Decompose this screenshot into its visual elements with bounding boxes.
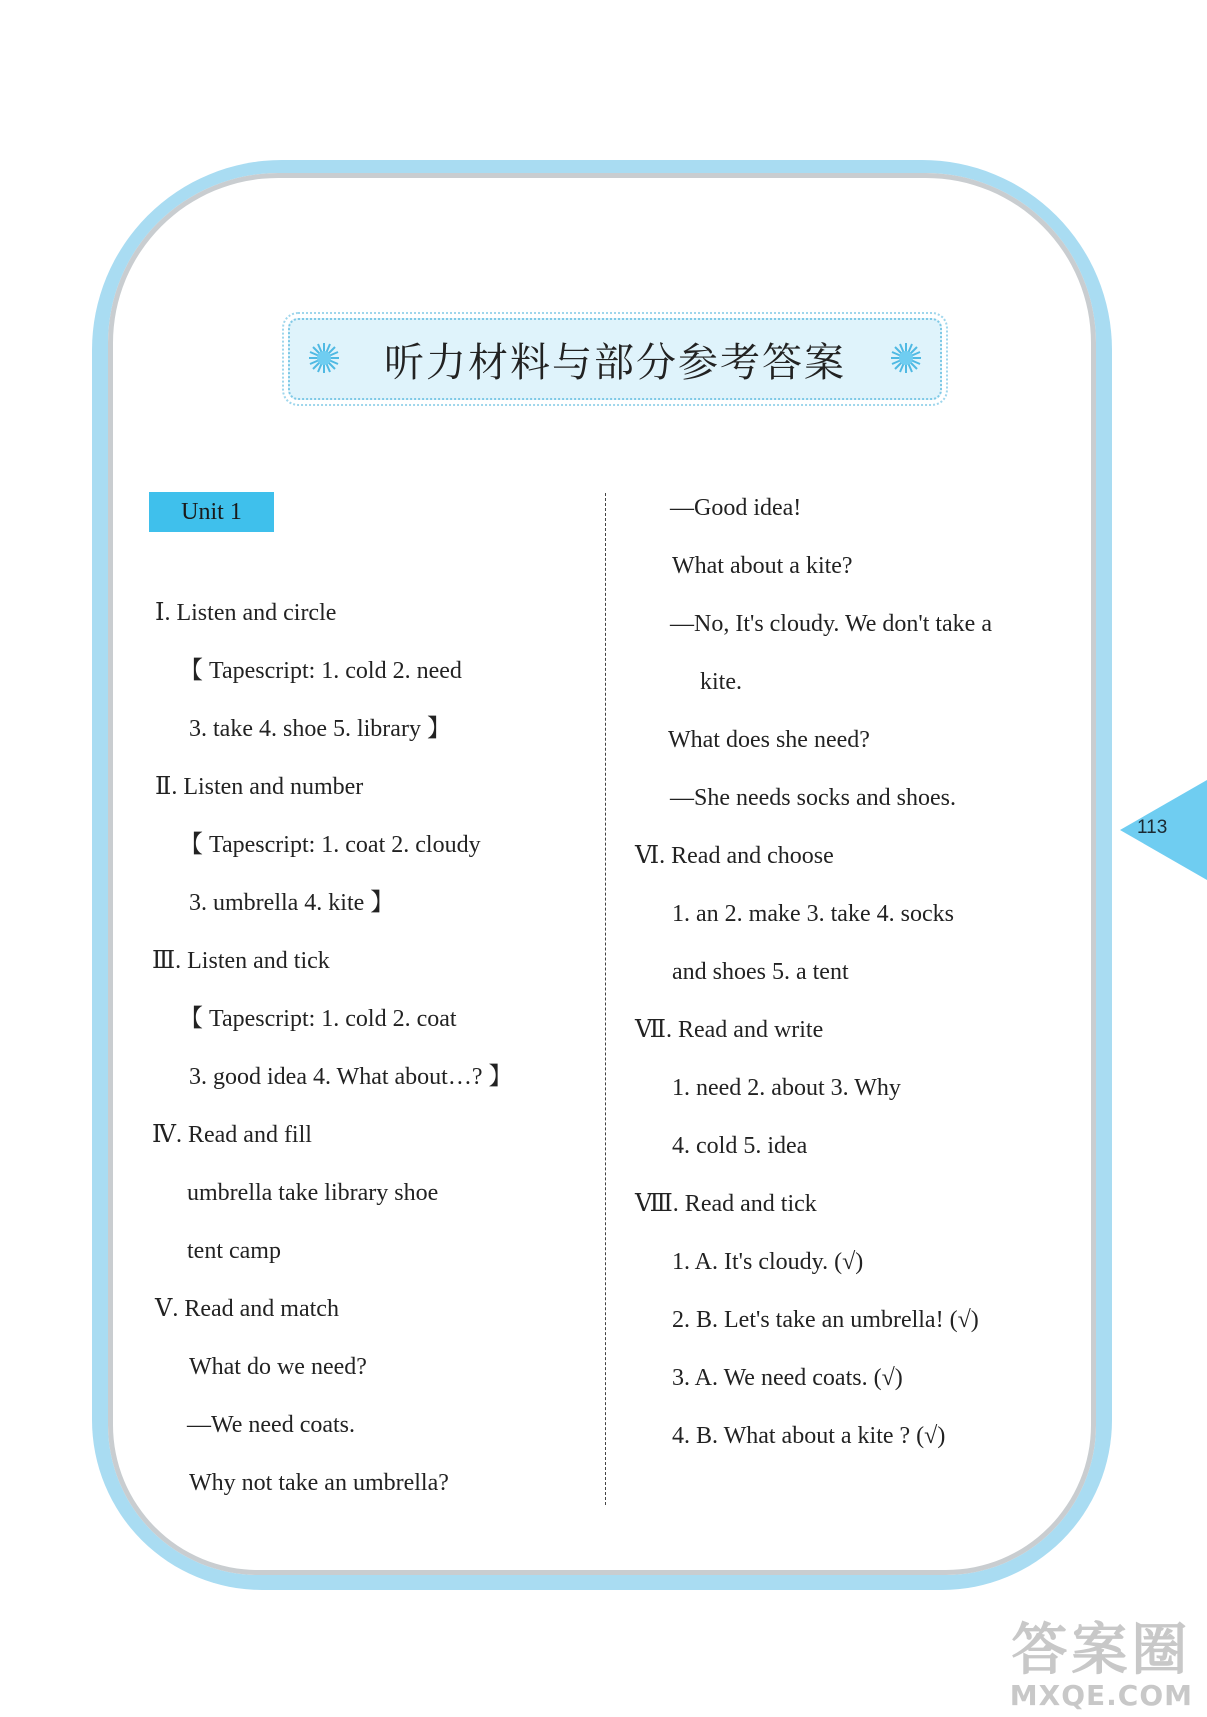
- answer-line: —She needs socks and shoes.: [670, 785, 956, 811]
- section-heading: Ⅳ. Read and fill: [152, 1122, 312, 1148]
- answer-line: —We need coats.: [187, 1412, 355, 1438]
- starburst-icon: [308, 342, 340, 374]
- answer-line: What about a kite?: [672, 553, 853, 579]
- title-banner: [288, 318, 942, 400]
- section-heading: Ⅲ. Listen and tick: [152, 948, 330, 974]
- answer-line: 【 Tapescript: 1. cold 2. need: [179, 658, 462, 684]
- answer-line: 3. take 4. shoe 5. library 】: [189, 716, 451, 742]
- answer-line: tent camp: [187, 1238, 281, 1264]
- column-divider: [605, 493, 606, 1505]
- answer-line: 【 Tapescript: 1. cold 2. coat: [179, 1006, 457, 1032]
- answer-line: and shoes 5. a tent: [672, 959, 849, 985]
- answer-line: 3. umbrella 4. kite 】: [189, 890, 395, 916]
- answer-line: 4. cold 5. idea: [672, 1133, 808, 1159]
- answer-line: What does she need?: [668, 727, 870, 753]
- watermark: [1009, 1618, 1193, 1712]
- page-number: 113: [1137, 817, 1168, 838]
- answer-line: 4. B. What about a kite ? (√): [672, 1423, 946, 1449]
- answer-line: 1. need 2. about 3. Why: [672, 1075, 901, 1101]
- section-heading: Ⅱ. Listen and number: [155, 774, 364, 800]
- answer-line: umbrella take library shoe: [187, 1180, 439, 1206]
- answer-line: 1. A. It's cloudy. (√): [672, 1249, 864, 1275]
- answer-line: 3. A. We need coats. (√): [672, 1365, 903, 1391]
- answer-line: 【 Tapescript: 1. coat 2. cloudy: [179, 832, 481, 858]
- answer-line: —No, It's cloudy. We don't take a: [670, 611, 992, 637]
- watermark-url: MXQE.COM: [1009, 1679, 1193, 1712]
- answer-line: 2. B. Let's take an umbrella! (√): [672, 1307, 979, 1333]
- answer-line: What do we need?: [189, 1354, 367, 1380]
- answer-line: —Good idea!: [670, 495, 802, 521]
- section-heading: Ⅰ. Listen and circle: [155, 600, 337, 626]
- watermark-logo-text: 答案圈: [1011, 1618, 1192, 1683]
- answer-line: 1. an 2. make 3. take 4. socks: [672, 901, 954, 927]
- unit-label: Unit 1: [149, 492, 274, 532]
- section-heading: Ⅵ. Read and choose: [635, 843, 834, 869]
- answer-line: Why not take an umbrella?: [189, 1470, 449, 1496]
- section-heading: Ⅷ. Read and tick: [635, 1191, 817, 1217]
- section-heading: Ⅶ. Read and write: [635, 1017, 824, 1043]
- answer-line: 3. good idea 4. What about…? 】: [189, 1064, 513, 1090]
- starburst-icon: [890, 342, 922, 374]
- page-title: 听力材料与部分参考答案: [384, 339, 846, 386]
- section-heading: Ⅴ. Read and match: [155, 1296, 339, 1322]
- answer-line: kite.: [700, 669, 742, 695]
